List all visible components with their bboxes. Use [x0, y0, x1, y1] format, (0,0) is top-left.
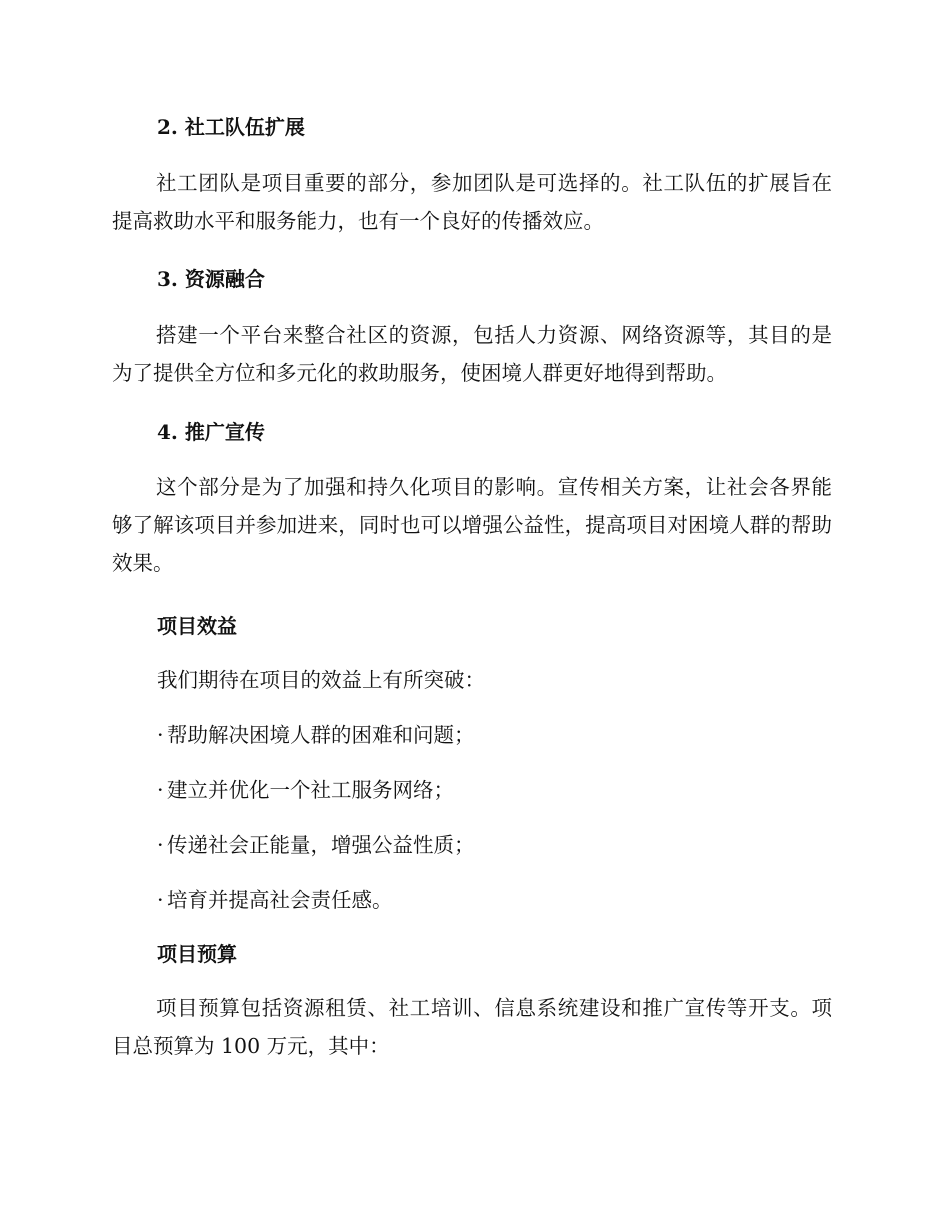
list-item	[157, 832, 475, 858]
bullet-mark: ·	[157, 888, 164, 912]
list-item	[157, 777, 454, 803]
benefits-intro: 我们期待在项目的效益上有所突破：	[157, 668, 485, 692]
section-heading-resource-integration: 3. 资源融合	[157, 267, 265, 291]
benefits-heading: 项目效益	[157, 614, 237, 638]
bullet-mark: ·	[157, 778, 164, 802]
list-item-text: 传递社会正能量，增强公益性质；	[167, 833, 475, 857]
budget-paragraph: 项目预算包括资源租赁、社工培训、信息系统建设和推广宣传等开支。项目总预算为 100 万元，其中：	[112, 996, 832, 1058]
list-item-text: 建立并优化一个社工服务网络；	[167, 778, 454, 802]
section-paragraph-promotion: 这个部分是为了加强和持久化项目的影响。宣传相关方案，让社会各界能够了解该项目并参加进来，同时也可以增强公益性，提高项目对困境人群的帮助效果。	[112, 475, 832, 575]
section-heading-team-expansion: 2. 社工队伍扩展	[157, 115, 305, 139]
section-paragraph-team-expansion: 社工团队是项目重要的部分，参加团队是可选择的。社工队伍的扩展旨在提高救助水平和服务能力，也有一个良好的传播效应。	[112, 171, 832, 233]
bullet-mark: ·	[157, 723, 164, 747]
list-item	[157, 722, 475, 748]
budget-heading: 项目预算	[157, 942, 237, 966]
bullet-mark: ·	[157, 833, 164, 857]
list-item-text: 培育并提高社会责任感。	[167, 888, 393, 912]
list-item-text: 帮助解决困境人群的困难和问题；	[167, 723, 475, 747]
list-item	[157, 887, 393, 913]
section-heading-promotion: 4. 推广宣传	[157, 420, 265, 444]
section-paragraph-resource-integration: 搭建一个平台来整合社区的资源，包括人力资源、网络资源等，其目的是为了提供全方位和多元化的救助服务，使困境人群更好地得到帮助。	[112, 323, 832, 385]
